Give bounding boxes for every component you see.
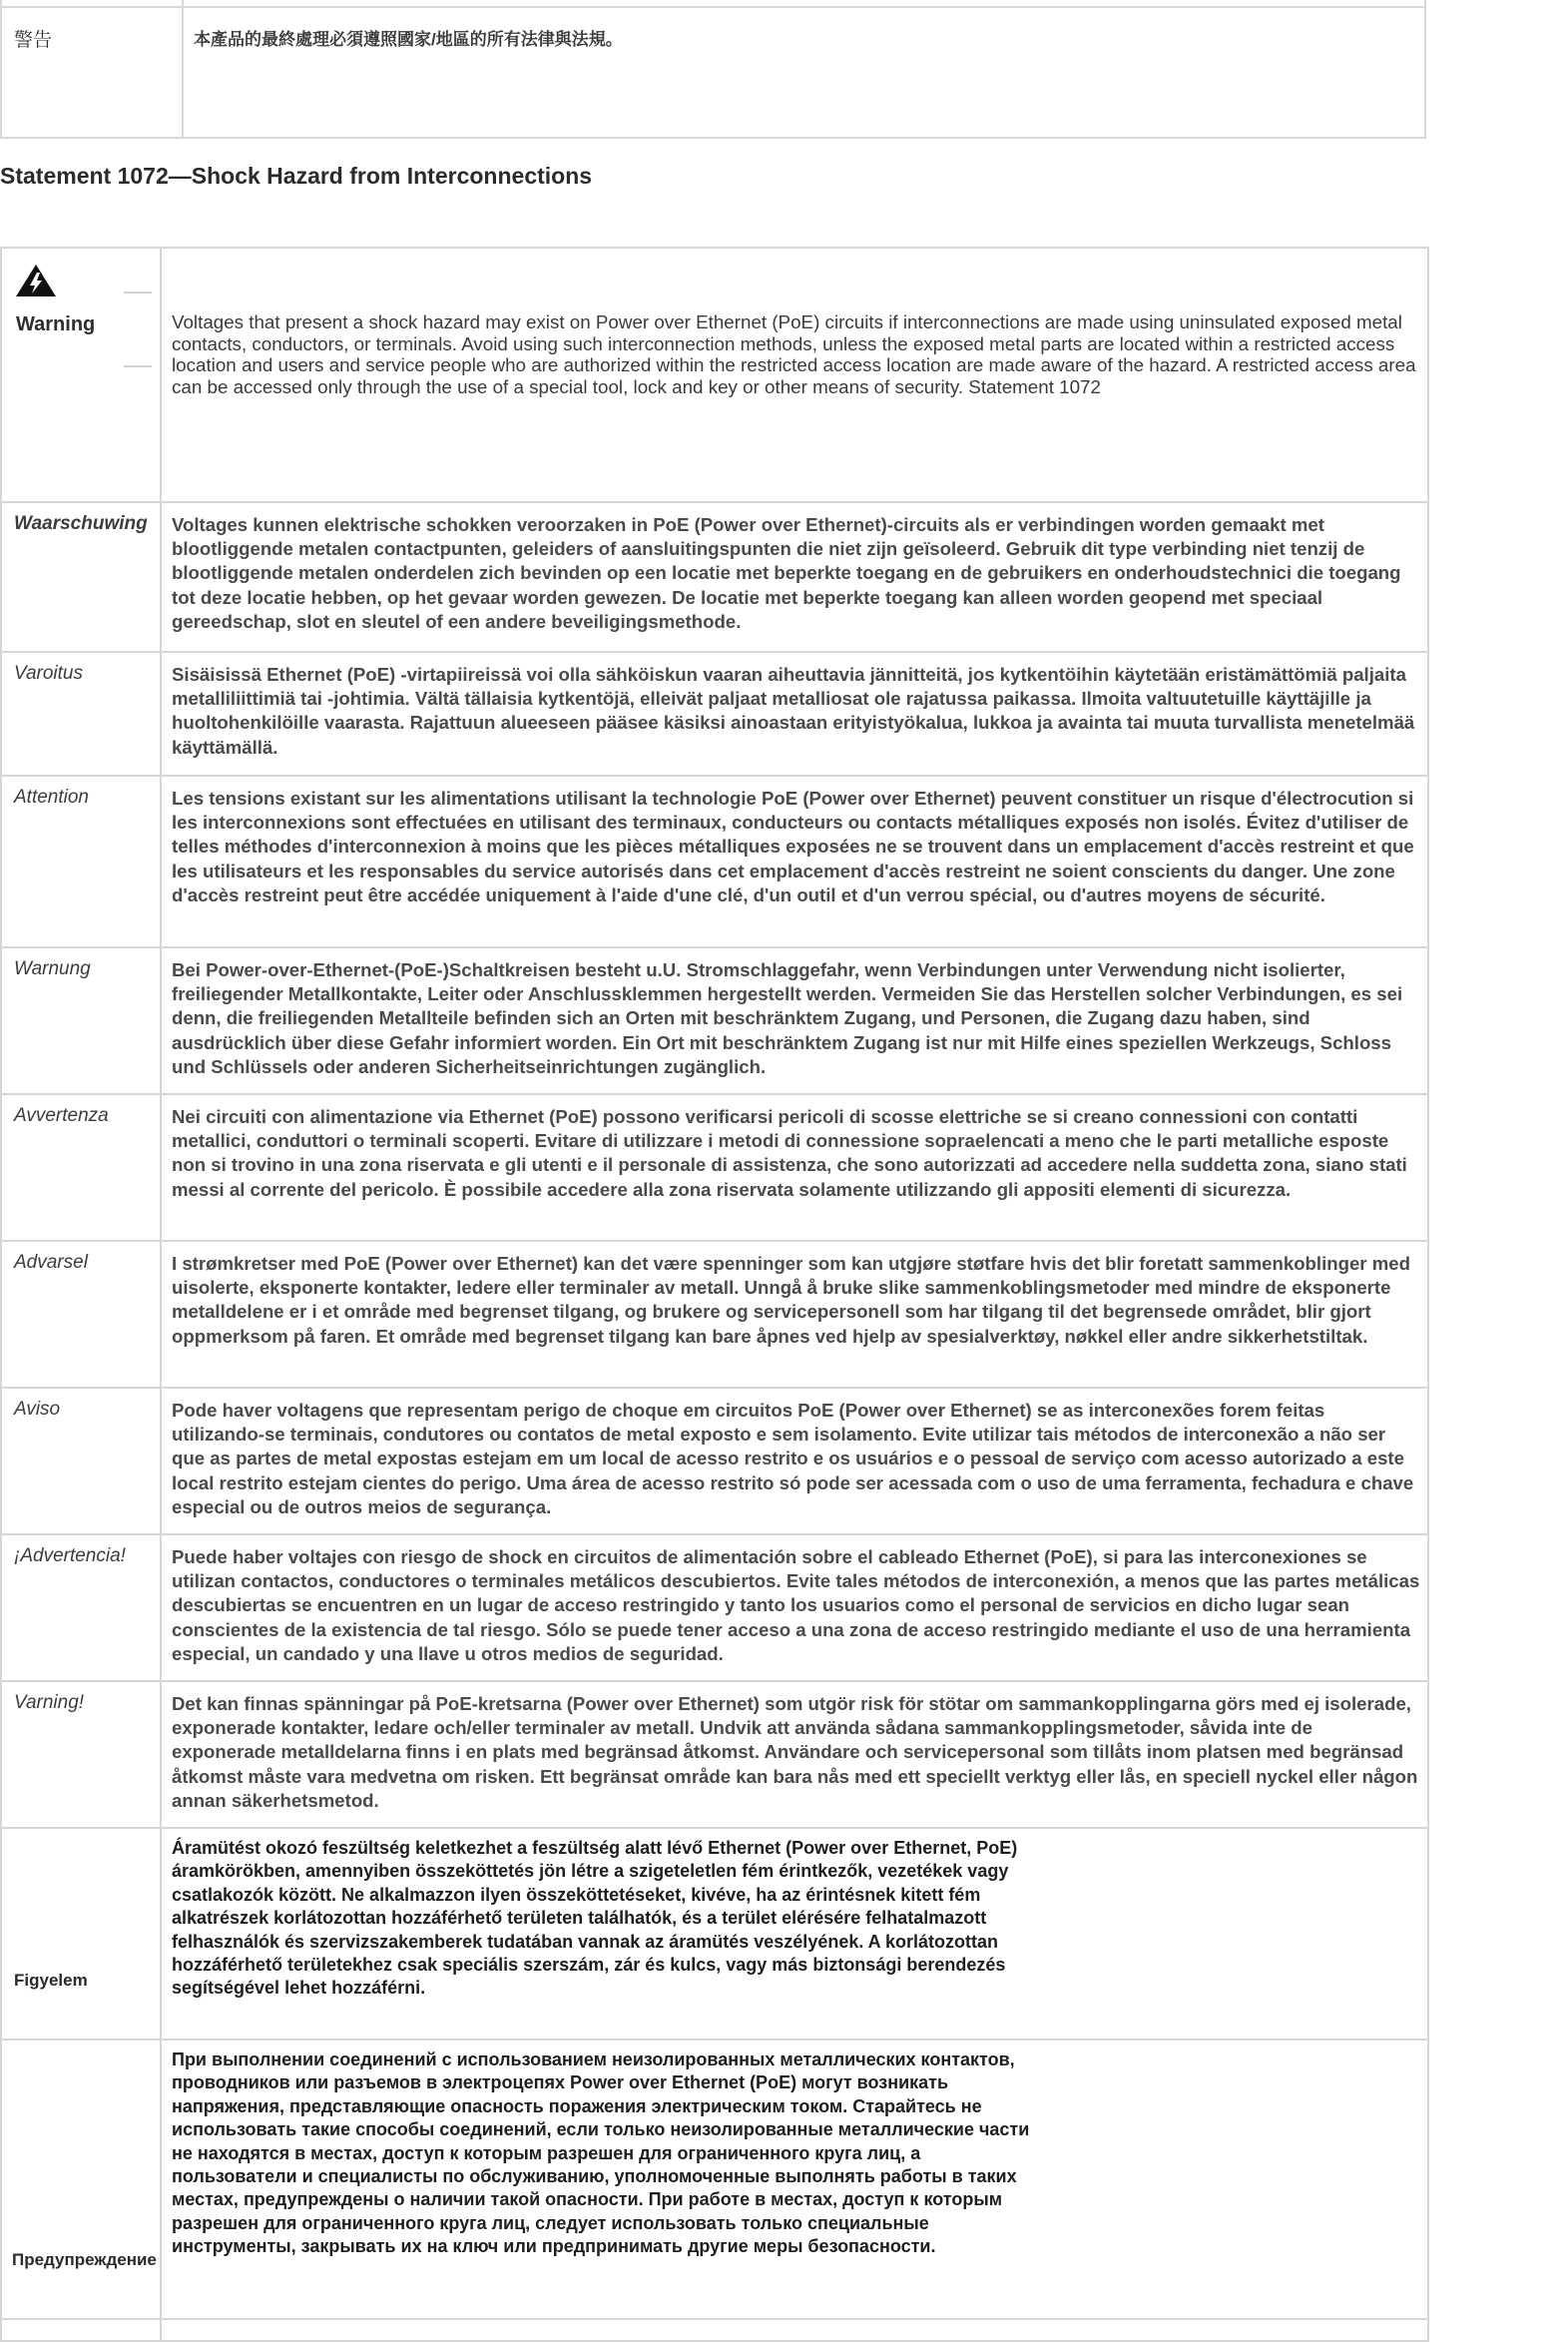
row-text: Bei Power-over-Ethernet-(PoE-)Schaltkreisen besteht u.U. Stromschlaggefahr, wenn Verbindungen unter Verwendung nicht isolierter, freiliegender Metallkontakte, Leiter oder Anschlussklemmen hergestellt werden. Vermeiden Sie das Herstellen solcher Verbindungen, es sei denn, die freiliegenden Metallteile befinden sich an Orten mit beschränktem Zugang, und Personen, die Zugang dazu haben, sind ausdrücklich über diese Gefahr informiert worden. Ein Ort mit beschränktem Zugang ist nur mit Hilfe eines speziellen Werkzeugs, Schloss und Schlüssels oder anderen Sicherheitseinrichtungen zugänglich. (161, 947, 1428, 1094)
row-text: I strømkretser med PoE (Power over Ethernet) kan det være spenninger som kan utgjøre støtfare hvis det blir foretatt sammenkoblinger med uisolerte, eksponerte kontakter, ledere eller terminaler av metall. Unngå å bruke slike sammenkoblingsmetoder med mindre de eksponerte metalldelene er i et område med begrenset tilgang, og brukere og servicepersonell som har tilgang til det begrensede området, blir gjort oppmerksom på faren. Et område med begrenset tilgang kan bare åpnes ved hjelp av spesialverktøy, nøkkel eller andre sikkerhetstiltak. (161, 1241, 1428, 1388)
row-text: Sisäisissä Ethernet (PoE) -virtapiireissä voi olla sähköiskun vaaran aiheuttavia jännitteitä, jos kytkentöihin käytetään eristämättömiä paljaita metalliliittimiä tai -johtimia. Vältä tällaisia kytkentöjä, elleivät paljaat metalliosat ole rajatussa paikassa. Ilmoita valtuutetuille käyttäjille ja huoltohenkilöille vaarasta. Rajattuun alueeseen pääsee käsiksi ainoastaan erityistyökalua, lukkoa ja avainta tai muuta turvallista menetelmää käyttämällä. (161, 652, 1428, 776)
statement-row-italian (1, 1094, 1428, 1241)
warning-text-chinese: 本產品的最終處理必須遵照國家/地區的所有法律與法規。 (183, 7, 1425, 138)
statement-row-swedish (1, 1681, 1428, 1828)
statement-1072-table (0, 247, 1429, 2342)
row-text: Áramütést okozó feszültség keletkezhet a feszültség alatt lévő Ethernet (Power over Ethernet, PoE) áramkörökben, amennyiben összeköttetés jön létre a szigeteletlen fém érintkezők, vezetékek vagy csatlakozók között. Ne alkalmazzon ilyen összeköttetéseket, kivéve, ha az érintésnek kitett fém alkatrészek korlátozottan hozzáférhető területen találhatók, és a terület elérésére felhatalmazott felhasználók és szervizszakemberek tudatában vannak az áramütés veszélyének. A korlátozottan hozzáférhető területekhez csak speciális szerszám, zár és kulcs, vagy más biztonsági berendezés segítségével lehet hozzáférni. (172, 1838, 1018, 1999)
statement-row-finnish (1, 652, 1428, 776)
row-text: Voltages that present a shock hazard may exist on Power over Ethernet (PoE) circuits if interconnections are made using uninsulated exposed metal contacts, conductors, or terminals. Avoid using such interconnection methods, unless the exposed metal parts are located within a restricted access location and users and service people who are authorized within the restricted access location are made aware of the hazard. A restricted access area can be accessed only through the use of a special tool, lock and key or other means of security. Statement 1072 (161, 248, 1428, 502)
statement-row-spanish (1, 1534, 1428, 1681)
row-label: ¡Advertencia! (1, 1534, 161, 1681)
row-text: Puede haber voltajes con riesgo de shock en circuitos de alimentación sobre el cableado Ethernet (PoE), si para las interconexiones se utilizan contactos, conductores o terminales metálicos descubiertos. Evite tales métodos de interconexión, a menos que las partes metálicas descubiertas se encuentren en un lugar de acceso restringido y tanto los usuarios como el personal de servicios en dicho lugar sean conscientes de la existencia de tal riesgo. Sólo se puede tener acceso a una zona de acceso restringido mediante el uso de una herramienta especial, un candado y una llave u otros medios de seguridad. (161, 1534, 1428, 1681)
statement-row-dutch (1, 502, 1428, 652)
row-label: Advarsel (1, 1241, 161, 1388)
statement-row-russian (1, 2040, 1428, 2319)
row-text: Nei circuiti con alimentazione via Ethernet (PoE) possono verificarsi pericoli di scosse elettriche se si creano connessioni con contatti metallici, conduttori o terminali scoperti. Evitare di utilizzare i metodi di connessione sopraelencati a meno che le parti metalliche esposte non si trovino in una zona riservata e gli utenti e il personale di assistenza, che sono autorizzati ad accedere nella suddetta zona, siano stati messi al corrente del pericolo. È possibile accedere alla zona riservata solamente utilizzando gli appositi elementi di sicurezza. (161, 1094, 1428, 1241)
divider-rule (124, 292, 152, 293)
row-label: Attention (1, 776, 161, 947)
row-label: Varning! (1, 1681, 161, 1828)
warning-label-chinese: 警告 (1, 7, 183, 138)
statement-row-hungarian (1, 1828, 1428, 2040)
row-label: Warnung (1, 947, 161, 1094)
row-text: Pode haver voltagens que representam perigo de choque em circuitos PoE (Power over Ethernet) se as interconexões forem feitas utilizando-se terminais, condutores ou contatos de metal exposto e sem isolamento. Evite utilizar tais métodos de interconexão a não ser que as partes de metal expostas estejam em um local de acesso restrito e os usuários e o pessoal de serviço com acesso autorizado a este local restrito estejam cientes do perigo. Uma área de acesso restrito só pode ser acessada com o uso de uma ferramenta, fechadura e chave especial ou de outros meios de segurança. (161, 1388, 1428, 1534)
warning-electric-shock-icon (15, 263, 57, 298)
statement-row-norwegian (1, 1241, 1428, 1388)
statement-heading: Statement 1072—Shock Hazard from Interconnections (0, 163, 593, 189)
statement-row-french (1, 776, 1428, 947)
row-label: Aviso (1, 1388, 161, 1534)
statement-row-next (1, 2319, 1428, 2341)
row-label: Avvertenza (1, 1094, 161, 1241)
row-label: Warning (16, 313, 96, 335)
row-text: Voltages kunnen elektrische schokken veroorzaken in PoE (Power over Ethernet)-circuits als er verbindingen worden gemaakt met blootliggende metalen contactpunten, geleiders of aansluitingspunten die niet zijn geïsoleerd. Gebruik dit type verbinding niet tenzij de blootliggende metalen onderdelen zich bevinden op een locatie met beperkte toegang en de gebruikers en onderhoudstechnici die toegang tot deze locatie hebben, op het gevaar worden gewezen. De locatie met beperkte toegang kan alleen worden geopend met speciaal gereedschap, slot en sleutel of een andere beveiligingsmethode. (161, 502, 1428, 652)
previous-statement-table (0, 0, 1426, 139)
row-label: Varoitus (1, 652, 161, 776)
row-label: Figyelem (14, 1971, 88, 1990)
row-label: Предупреждение (12, 2250, 157, 2269)
statement-row-english (1, 248, 1428, 502)
row-text: При выполнении соединений с использованием неизолированных металлических контактов, проводников или разъемов в электроцепях Power over Ethernet (PoE) могут возникать напряжения, представляющие опасность поражения электрическим током. Старайтесь не использовать такие способы соединений, если только неизолированные металлические части не находятся в местах, доступ к которым разрешен для ограниченного круга лиц, а пользователи и специалисты по обслуживанию, уполномоченные выполнять работы в таких местах, предупреждены о наличии такой опасности. При работе в местах, доступ к которым разрешен для ограниченного круга лиц, следует использовать только специальные инструменты, закрывать их на ключ или предпринимать другие меры безопасности. (172, 2049, 1030, 2257)
row-text: Les tensions existant sur les alimentations utilisant la technologie PoE (Power over Ethernet) peuvent constituer un risque d'électrocution si les interconnexions sont effectuées en utilisant des terminaux, conducteurs ou contacts métalliques exposés non isolés. Évitez d'utiliser de telles méthodes d'interconnexion à moins que les pièces métalliques exposées ne se trouvent dans un emplacement d'accès restreint et que les utilisateurs et les responsables du service autorisés dans cet emplacement d'accès restreint ne soient conscients du danger. Une zone d'accès restreint peut être accédée uniquement à l'aide d'une clé, d'un outil et d'un verrou spécial, ou d'autres moyens de sécurité. (161, 776, 1428, 947)
statement-row-german (1, 947, 1428, 1094)
statement-row-portuguese (1, 1388, 1428, 1534)
row-label: Waarschuwing (1, 502, 161, 652)
divider-rule (124, 365, 152, 367)
row-text: Det kan finnas spänningar på PoE-kretsarna (Power over Ethernet) som utgör risk för stötar om sammankopplingarna görs med ej isolerade, exponerade kontakter, ledare och/eller terminaler av metall. Undvik att använda sådana sammankopplingsmetoder, såvida inte de exponerade metalldelarna finns i en plats med begränsad åtkomst. Användare och servicepersonal som tillåts inom platsen med begränsad åtkomst måste vara medvetna om risken. Ett begränsat område kan bara nås med ett speciellt verktyg eller lås, en speciell nyckel eller någon annan säkerhetsmetod. (161, 1681, 1428, 1828)
